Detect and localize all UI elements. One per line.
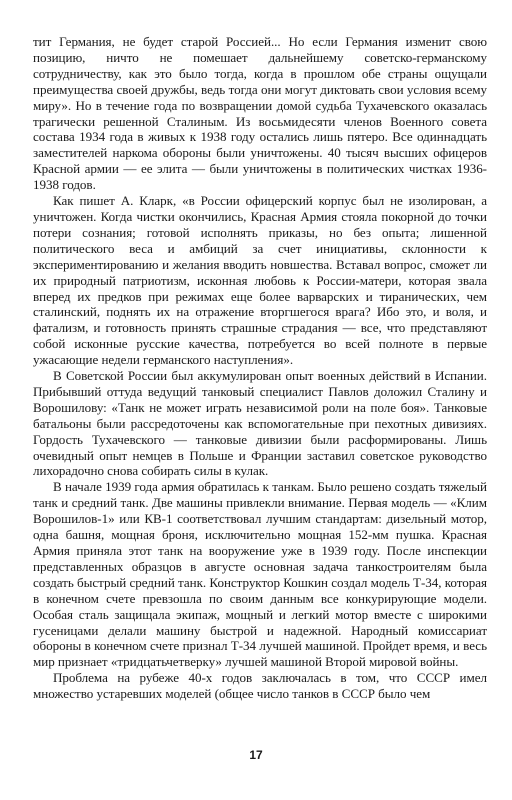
page-body [33,34,487,734]
paragraph: В начале 1939 года армия обратилась к танкам. Было решено создать тяжелый танк и средний танк. Две машины привлекли внимание. Первая модель — «Клим Ворошилов-1» или КВ-1 соответствовал лучшим стандартам: дизельный мотор, одна башня, мощная броня, исключительно мощная 152-мм пушка. Красная Армия приняла этот танк на вооружение уже в 1939 году. После инспекции представленных образцов в августе основная задача танкостроителям была создать быстрый средний танк. Конструктор Кошкин создал модель Т-34, которая в конечном счете превзошла по своим данным все конкурирующие модели. Особая сталь защищала экипаж, мощный и легкий мотор вместе с широкими гусеницами делали машину быстрой и надежной. Народный комиссариат обороны в конечном счете признал Т-34 лучшей машиной. Пройдет время, и весь мир признает «тридцатьчетверку» лучшей машиной Второй мировой войны. [33,479,487,670]
paragraph: В Советской России был аккумулирован опыт военных действий в Испании. Прибывший оттуда ведущий танковый специалист Павлов доложил Сталину и Ворошилову: «Танк не может играть независимой роли на поле боя». Танковые батальоны были рассредоточены как вспомогательные при пехотных дивизиях. Гордость Тухачевского — танковые дивизии были расформированы. Лишь очевидный опыт немцев в Польше и Франции заставил советское руководство лихорадочно снова собирать силы в кулак. [33,368,487,479]
paragraph: тит Германия, не будет старой Россией... Но если Германия изменит свою позицию, ничто не помешает дальнейшему советско-германскому сотрудничеству, как это было тогда, когда в прошлом обе страны ощущали преимущества своей дружбы, ведь тогда они могут диктовать свои условия всему миру». Но в течение года по возвращении домой судьба Тухачевского оказалась трагически решенной Сталиным. Из восьмидесяти членов Военного совета состава 1934 года в живых к 1938 году остались лишь пятеро. Все одиннадцать заместителей наркома обороны были уничтожены. 40 тысяч высших офицеров Красной армии — ее элита — были уничтожены в политических чистках 1936-1938 годов. [33,34,487,193]
paragraph: Как пишет А. Кларк, «в России офицерский корпус был не изолирован, а уничтожен. Когда чистки окончились, Красная Армия стояла покорной до точки потери сознания; готовой исполнять приказы, но без опыта; лишенной политического веса и амбиций за счет инициативы, склонности к экспериментированию и желания вводить новшества. Вставал вопрос, сможет ли их природный патриотизм, исконная любовь к России-матери, которая звала вперед их предков при режимах еще более варварских и тиранических, чем сталинский, поднять их на отражение вторгшегося врага? Ибо это, и воля, и фатализм, и готовность принять страшные страдания — все, что представляют собой исконные русские качества, потребуется во всей полноте в первые ужасающие недели германского наступления». [33,193,487,368]
paragraph: Проблема на рубеже 40-х годов заключалась в том, что СССР имел множество устаревших моделей (общее число танков в СССР было чем [33,670,487,702]
page-number: 17 [249,748,263,762]
